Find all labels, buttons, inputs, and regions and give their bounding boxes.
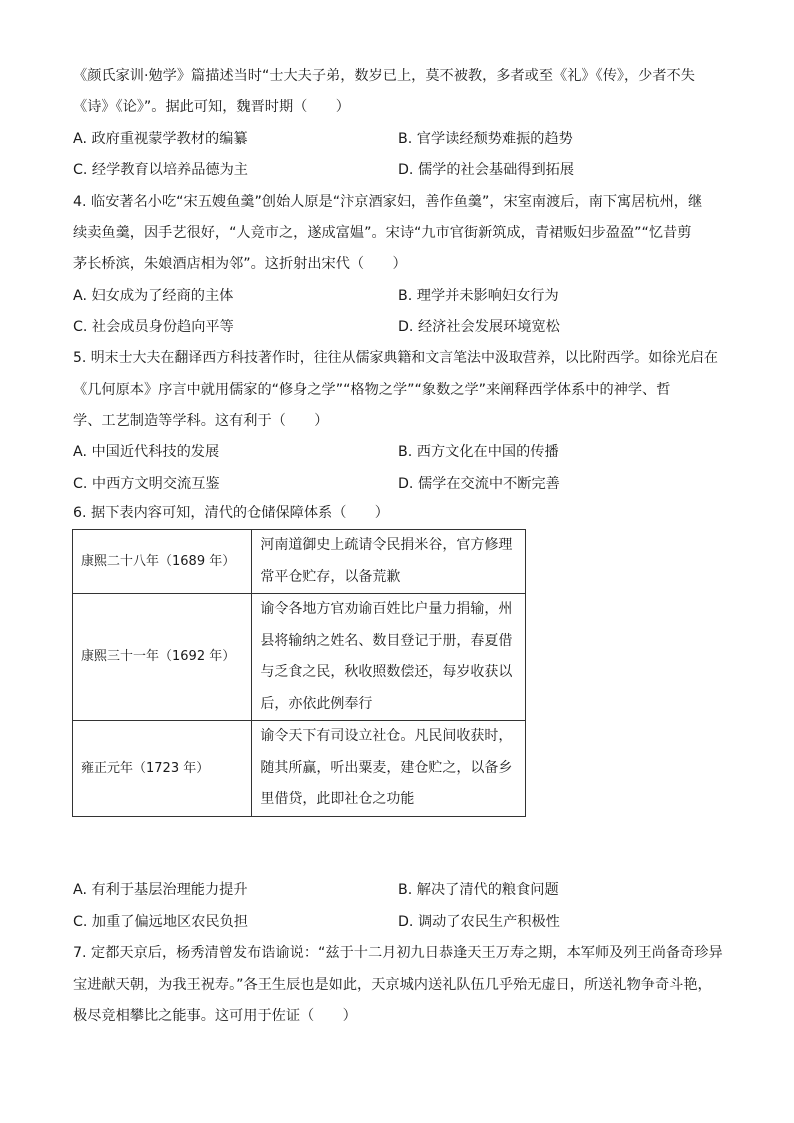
q4-option-d[interactable]: D. 经济社会发展环境宽松 bbox=[398, 319, 560, 335]
q5-stem-line-1: 5. 明末士大夫在翻译西方科技著作时，往往从儒家典籍和文言笔法中汲取营养，以比附西学。如徐光启在 bbox=[73, 350, 718, 366]
table-year-cell: 雍正元年（1723 年） bbox=[73, 721, 252, 817]
q7-stem-line-1: 7. 定都天京后，杨秀清曾发布诰谕说：“兹于十二月初九日恭逢天王万寿之期，本军师及列王尚备奇珍异 bbox=[73, 945, 723, 961]
q3-option-d[interactable]: D. 儒学的社会基础得到拓展 bbox=[398, 162, 575, 178]
table-content-line: 常平仓贮存，以备荒歉 bbox=[260, 568, 401, 585]
q5-option-b[interactable]: B. 西方文化在中国的传播 bbox=[398, 444, 559, 460]
q3-option-b[interactable]: B. 官学读经颓势难振的趋势 bbox=[398, 131, 573, 147]
q3-stem-line-1: 《颜氏家训·勉学》篇描述当时“士大夫子弟，数岁已上，莫不被教，多者或至《礼》《传》，少者不失 bbox=[73, 68, 695, 84]
table-content-line: 与乏食之民，秋收照数偿还，每岁收获以 bbox=[260, 664, 513, 680]
q4-option-c[interactable]: C. 社会成员身份趋向平等 bbox=[73, 319, 234, 335]
table-row bbox=[73, 530, 526, 594]
q5-option-d[interactable]: D. 儒学在交流中不断完善 bbox=[398, 476, 560, 492]
table-content-line: 县将输纳之姓名、数目登记于册，春夏借 bbox=[260, 632, 513, 649]
table-content-line: 随其所赢，听出粟麦，建仓贮之，以备乡 bbox=[260, 759, 513, 776]
q4-stem-line-3: 茅长桥滨，朱娘酒店相为邻”。这折射出宋代（ ） bbox=[73, 256, 407, 272]
q4-stem-line-1: 4. 临安著名小吃“宋五嫂鱼羹”创始人原是“汴京酒家妇，善作鱼羹”，宋室南渡后，南下寓居杭州，继 bbox=[73, 194, 703, 210]
table-content-line: 河南道御史上疏请令民捐米谷，官方修理 bbox=[260, 537, 513, 553]
q5-option-a[interactable]: A. 中国近代科技的发展 bbox=[73, 444, 220, 460]
table-content-cell bbox=[252, 721, 526, 817]
q6-option-c[interactable]: C. 加重了偏远地区农民负担 bbox=[73, 914, 248, 930]
table-content-line: 里借贷，此即社仓之功能 bbox=[260, 791, 415, 807]
q5-stem-line-3: 学、工艺制造等学科。这有利于（ ） bbox=[73, 413, 329, 429]
table-content-line: 后，亦依此例奉行 bbox=[260, 695, 373, 712]
q6-stem: 6. 据下表内容可知，清代的仓储保障体系（ ） bbox=[73, 505, 389, 521]
q4-stem-line-2: 续卖鱼羹，因手艺很好，“人竞市之，遂成富媪”。宋诗“九市官街新筑成，青裙贩妇步盈盈”“忆昔剪 bbox=[73, 225, 692, 241]
granary-table bbox=[72, 529, 526, 817]
table-content-line: 谕令各地方官劝谕百姓比户量力捐输，州 bbox=[260, 601, 513, 617]
q4-option-b[interactable]: B. 理学并未影响妇女行为 bbox=[398, 288, 559, 304]
table-row bbox=[73, 721, 526, 817]
q4-option-a[interactable]: A. 妇女成为了经商的主体 bbox=[73, 288, 234, 304]
table-content-line: 谕令天下有司设立社仓。凡民间收获时， bbox=[260, 728, 513, 744]
table-row bbox=[73, 594, 526, 721]
q6-option-b[interactable]: B. 解决了清代的粮食问题 bbox=[398, 882, 559, 898]
q6-option-a[interactable]: A. 有利于基层治理能力提升 bbox=[73, 882, 248, 898]
table-year-cell: 康熙三十一年（1692 年） bbox=[73, 594, 252, 721]
q3-stem-line-2: 《诗》《论》”。据此可知，魏晋时期（ ） bbox=[73, 99, 350, 115]
table-content-cell bbox=[252, 594, 526, 721]
table-year-cell: 康熙二十八年（1689 年） bbox=[73, 530, 252, 594]
q6-option-d[interactable]: D. 调动了农民生产积极性 bbox=[398, 914, 560, 930]
q3-option-a[interactable]: A. 政府重视蒙学教材的编纂 bbox=[73, 131, 248, 147]
q3-option-c[interactable]: C. 经学教育以培养品德为主 bbox=[73, 162, 248, 178]
q7-stem-line-3: 极尽竞相攀比之能事。这可用于佐证（ ） bbox=[73, 1008, 357, 1024]
q5-option-c[interactable]: C. 中西方文明交流互鉴 bbox=[73, 476, 220, 492]
q7-stem-line-2: 宝进献天朝，为我王祝寿。”各王生辰也是如此，天京城内送礼队伍几乎殆无虚日，所送礼物争奇斗艳， bbox=[73, 977, 712, 993]
q5-stem-line-2: 《几何原本》序言中就用儒家的“修身之学”“格物之学”“象数之学”来阐释西学体系中的神学、哲 bbox=[73, 382, 671, 398]
table-content-cell bbox=[252, 530, 526, 594]
